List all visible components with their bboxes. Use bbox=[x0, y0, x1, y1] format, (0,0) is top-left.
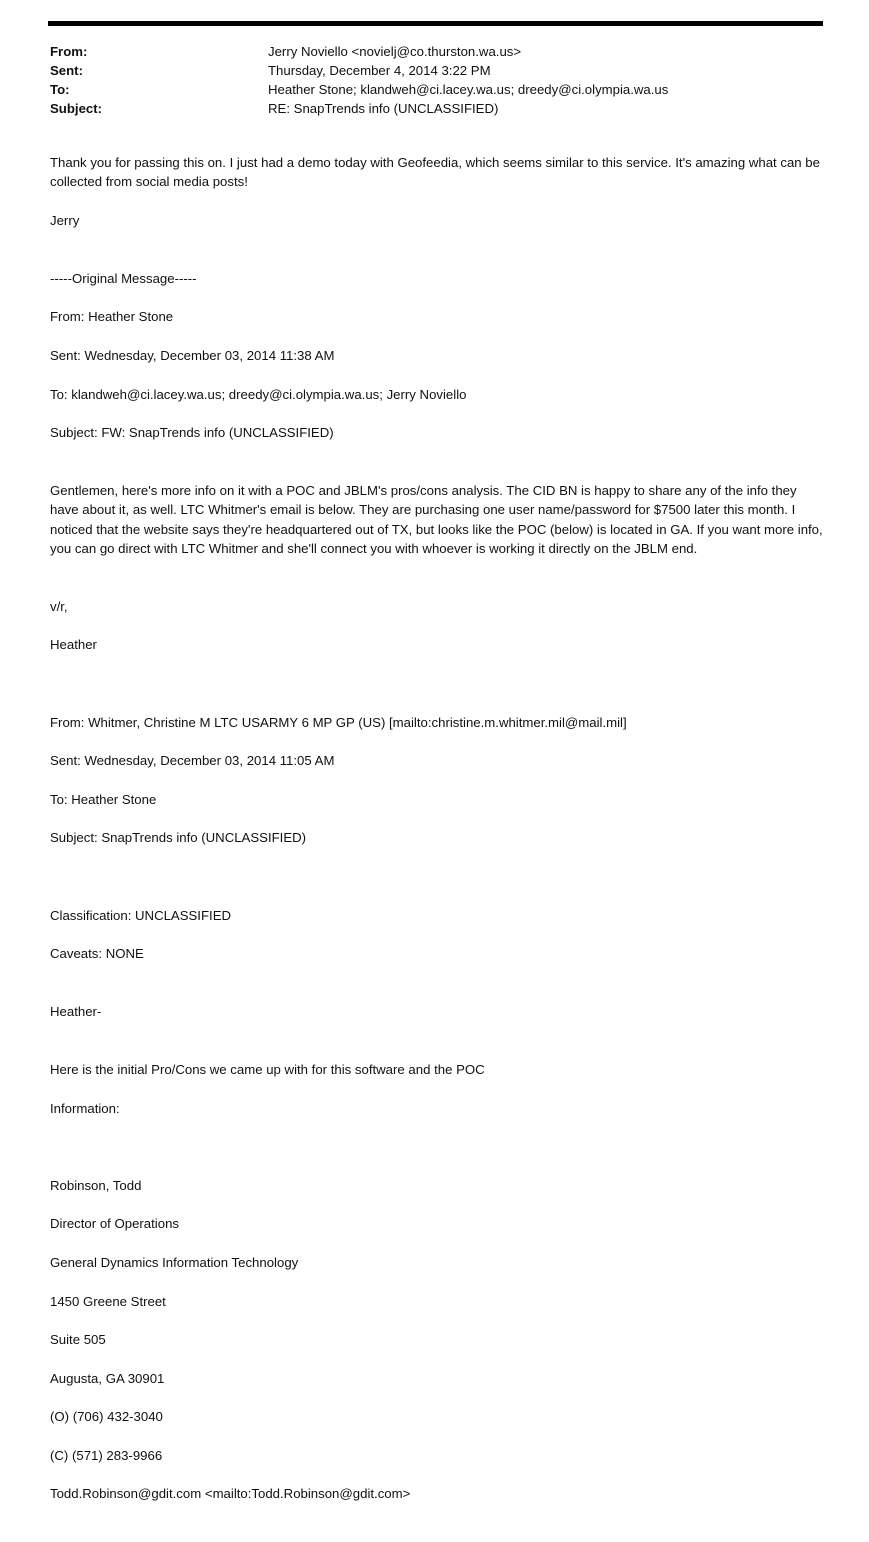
classification-text: Classification: UNCLASSIFIED bbox=[50, 907, 232, 923]
caveats-text: Caveats: NONE bbox=[50, 946, 144, 962]
heather-name: Heather bbox=[50, 637, 97, 653]
poc-name: Robinson, Todd bbox=[50, 1177, 142, 1193]
poc-company: General Dynamics Information Technology bbox=[50, 1254, 299, 1270]
from-label: From: bbox=[50, 44, 88, 59]
poc-title: Director of Operations bbox=[50, 1216, 179, 1232]
subject-row bbox=[50, 99, 825, 118]
pros-cons-line-2: Information: bbox=[50, 1100, 120, 1116]
poc-city: Augusta, GA 30901 bbox=[50, 1370, 165, 1386]
greeting-text: Heather- bbox=[50, 1004, 102, 1020]
email-body bbox=[50, 153, 825, 1542]
poc-contact-block bbox=[50, 1156, 825, 1523]
to-row bbox=[50, 80, 825, 99]
forwarded-sent: Sent: Wednesday, December 03, 2014 11:05 AM bbox=[50, 753, 335, 769]
subject-label: Subject: bbox=[50, 101, 103, 116]
pros-cons-intro bbox=[50, 1041, 825, 1137]
email-header bbox=[50, 42, 825, 118]
classification-block bbox=[50, 886, 825, 982]
original-message-header bbox=[50, 249, 825, 461]
to-label: To: bbox=[50, 82, 70, 97]
forwarded-from: From: Whitmer, Christine M LTC USARMY 6 MP GP (US) [mailto:christine.m.whitmer.mil@mail.mil] bbox=[50, 714, 627, 730]
forwarded-to: To: Heather Stone bbox=[50, 791, 157, 807]
sent-value: Thursday, December 4, 2014 3:22 PM bbox=[268, 63, 491, 78]
subject-value: RE: SnapTrends info (UNCLASSIFIED) bbox=[268, 101, 499, 116]
from-value: Jerry Noviello <novielj@co.thurston.wa.us> bbox=[268, 44, 522, 59]
heather-paragraph: Gentlemen, here's more info on it with a POC and JBLM's pros/cons analysis. The CID BN is happy to share any of the info they have about it, as well. LTC Whitmer's email is below. They are purchasing one user name/password for $7500 later this month. I noticed that the website says they're headquartered out of TX, but looks like the POC (below) is located in GA. If you want more info, you can go direct with LTC Whitmer and she'll connect you with whoever is working it directly on the JBLM end. bbox=[50, 483, 823, 556]
poc-office-phone: (O) (706) 432-3040 bbox=[50, 1409, 163, 1425]
poc-suite: Suite 505 bbox=[50, 1332, 106, 1348]
intro-paragraph: Thank you for passing this on. I just had a demo today with Geofeedia, which seems similar to this service. It's amazing what can be collected from social media posts! bbox=[50, 155, 820, 190]
original-subject: Subject: FW: SnapTrends info (UNCLASSIFIED) bbox=[50, 425, 334, 441]
sent-row bbox=[50, 61, 825, 80]
from-row bbox=[50, 42, 825, 61]
poc-street: 1450 Greene Street bbox=[50, 1293, 166, 1309]
forwarded-subject: Subject: SnapTrends info (UNCLASSIFIED) bbox=[50, 830, 307, 846]
vr-text: v/r, bbox=[50, 598, 68, 614]
sent-label: Sent: bbox=[50, 63, 83, 78]
poc-email: Todd.Robinson@gdit.com <mailto:Todd.Robinson@gdit.com> bbox=[50, 1486, 411, 1502]
signoff-jerry: Jerry bbox=[50, 212, 80, 228]
original-to: To: klandweh@ci.lacey.wa.us; dreedy@ci.olympia.wa.us; Jerry Noviello bbox=[50, 386, 467, 402]
header-rule bbox=[48, 21, 823, 26]
to-value: Heather Stone; klandweh@ci.lacey.wa.us; dreedy@ci.olympia.wa.us bbox=[268, 82, 669, 97]
pros-cons-line-1: Here is the initial Pro/Cons we came up with for this software and the POC bbox=[50, 1061, 485, 1077]
original-sent: Sent: Wednesday, December 03, 2014 11:38 AM bbox=[50, 347, 335, 363]
original-message-marker: -----Original Message----- bbox=[50, 270, 197, 286]
forwarded-header bbox=[50, 693, 825, 867]
poc-cell-phone: (C) (571) 283-9966 bbox=[50, 1447, 163, 1463]
heather-signature bbox=[50, 578, 825, 674]
original-from: From: Heather Stone bbox=[50, 309, 174, 325]
